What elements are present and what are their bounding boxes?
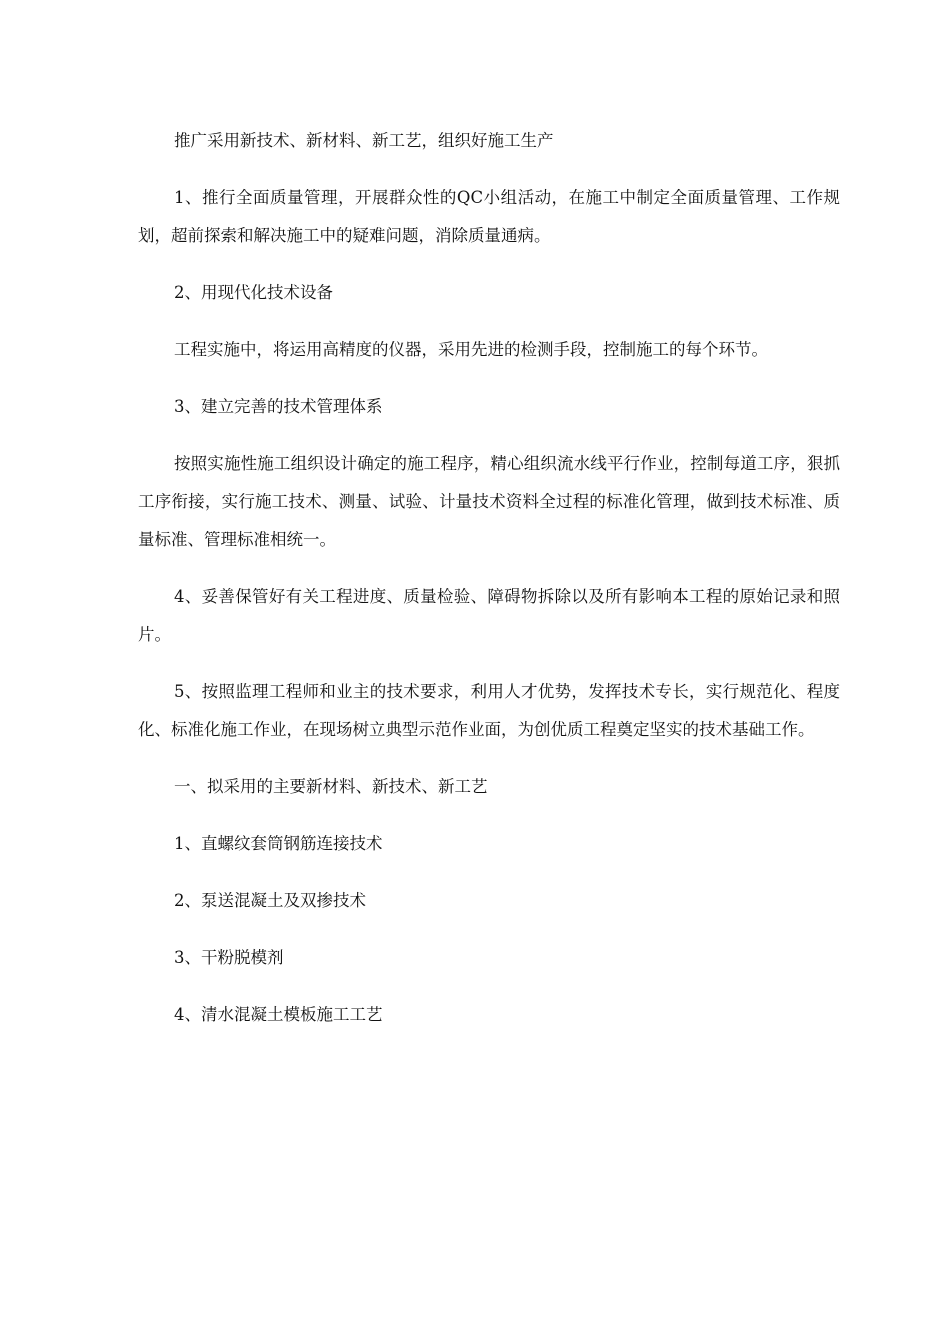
paragraph-item-5-standardized-construction: 5、按照监理工程师和业主的技术要求，利用人才优势，发挥技术专长，实行规范化、程度化、标准化施工作业，在现场树立典型示范作业面，为创优质工程奠定坚实的技术基础工作。 [138, 682, 840, 739]
document-body [138, 122, 840, 1053]
paragraph-item-2-modern-equipment: 2、用现代化技术设备 [174, 283, 333, 302]
heading-section-1-new-materials: 一、拟采用的主要新材料、新技术、新工艺 [174, 777, 488, 796]
paragraph-item-1-quality-management: 1、推行全面质量管理，开展群众性的QC小组活动，在施工中制定全面质量管理、工作规划，超前探索和解决施工中的疑难问题，消除质量通病。 [138, 188, 840, 245]
paragraph-precision-instruments: 工程实施中，将运用高精度的仪器，采用先进的检测手段，控制施工的每个环节。 [174, 340, 768, 359]
paragraph-construction-procedure: 按照实施性施工组织设计确定的施工程序，精心组织流水线平行作业，控制每道工序，狠抓工序衔接，实行施工技术、测量、试验、计量技术资料全过程的标准化管理，做到技术标准、质量标准、管理标准相统一。 [138, 454, 840, 549]
list-item-rebar-connection: 1、直螺纹套筒钢筋连接技术 [174, 834, 383, 853]
list-item-pumped-concrete: 2、泵送混凝土及双掺技术 [174, 891, 366, 910]
list-item-fair-faced-formwork: 4、清水混凝土模板施工工艺 [174, 1005, 383, 1024]
paragraph-item-3-tech-management-system: 3、建立完善的技术管理体系 [174, 397, 383, 416]
heading-promote-new-tech: 推广采用新技术、新材料、新工艺，组织好施工生产 [174, 131, 554, 150]
list-item-release-agent: 3、干粉脱模剂 [174, 948, 284, 967]
paragraph-item-4-records-keeping: 4、妥善保管好有关工程进度、质量检验、障碍物拆除以及所有影响本工程的原始记录和照片。 [138, 587, 840, 644]
